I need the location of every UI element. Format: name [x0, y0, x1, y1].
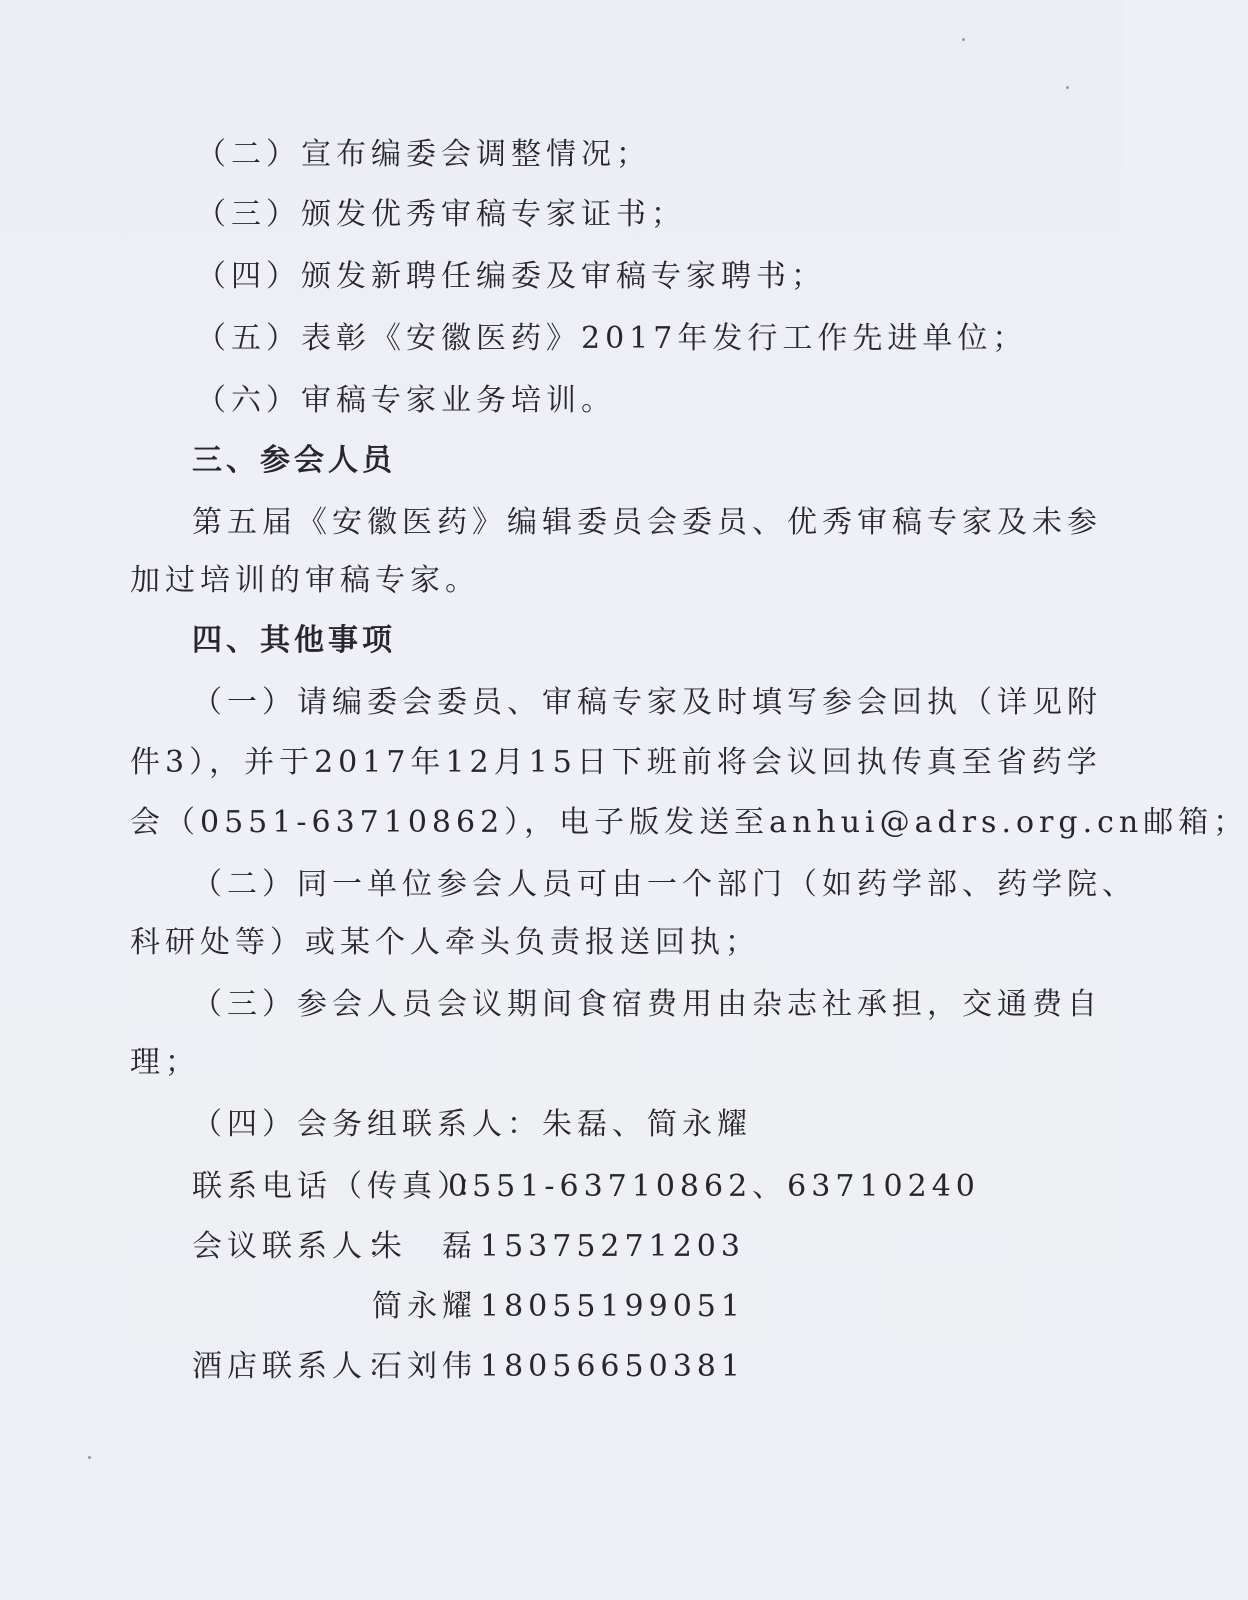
- meeting-contact-name-2: 简永耀: [372, 1289, 477, 1324]
- other-item3-line1: （三）参会人员会议期间食宿费用由杂志社承担，交通费自: [192, 987, 1102, 1022]
- agenda-item-5: （五）表彰《安徽医药》2017年发行工作先进单位；: [196, 321, 1028, 356]
- phone-value: 0551-63710862、63710240: [448, 1169, 980, 1204]
- other-item4: （四）会务组联系人：朱磊、简永耀: [192, 1107, 752, 1142]
- other-item3-line2: 理；: [130, 1045, 200, 1080]
- scan-speck: [88, 1456, 91, 1459]
- meeting-contact-phone-1: 15375271203: [480, 1229, 745, 1264]
- hotel-contact-phone: 18056650381: [480, 1349, 745, 1384]
- agenda-item-2: （二）宣布编委会调整情况；: [196, 137, 651, 172]
- scan-speck: [1066, 86, 1069, 89]
- scan-speck: [962, 38, 965, 41]
- agenda-item-4: （四）颁发新聘任编委及审稿专家聘书；: [196, 259, 826, 294]
- meeting-contact-name-1: 朱 磊: [372, 1229, 477, 1264]
- phone-label: 联系电话（传真）：: [192, 1169, 492, 1204]
- section-heading-attendees: 三、参会人员: [192, 443, 396, 478]
- attendees-text-line2: 加过培训的审稿专家。: [130, 563, 480, 598]
- hotel-contact-label: 酒店联系人：: [192, 1349, 402, 1384]
- other-item2-line2: 科研处等）或某个人牵头负责报送回执；: [130, 925, 760, 960]
- other-item2-line1: （二）同一单位参会人员可由一个部门（如药学部、药学院、: [192, 867, 1137, 902]
- other-item1-line3: 会（0551-63710862），电子版发送至anhui@adrs.org.cn邮箱；: [130, 805, 1248, 840]
- other-item1-line2: 件3），并于2017年12月15日下班前将会议回执传真至省药学: [130, 745, 1102, 780]
- attendees-text-line1: 第五届《安徽医药》编辑委员会委员、优秀审稿专家及未参: [192, 505, 1102, 540]
- hotel-contact-name: 石刘伟: [372, 1349, 477, 1384]
- section-heading-other-matters: 四、其他事项: [192, 623, 396, 658]
- meeting-contact-phone-2: 18055199051: [480, 1289, 745, 1324]
- agenda-item-3: （三）颁发优秀审稿专家证书；: [196, 197, 686, 232]
- meeting-contact-label: 会议联系人：: [192, 1229, 402, 1264]
- other-item1-line1: （一）请编委会委员、审稿专家及时填写参会回执（详见附: [192, 685, 1102, 720]
- agenda-item-6: （六）审稿专家业务培训。: [196, 383, 616, 418]
